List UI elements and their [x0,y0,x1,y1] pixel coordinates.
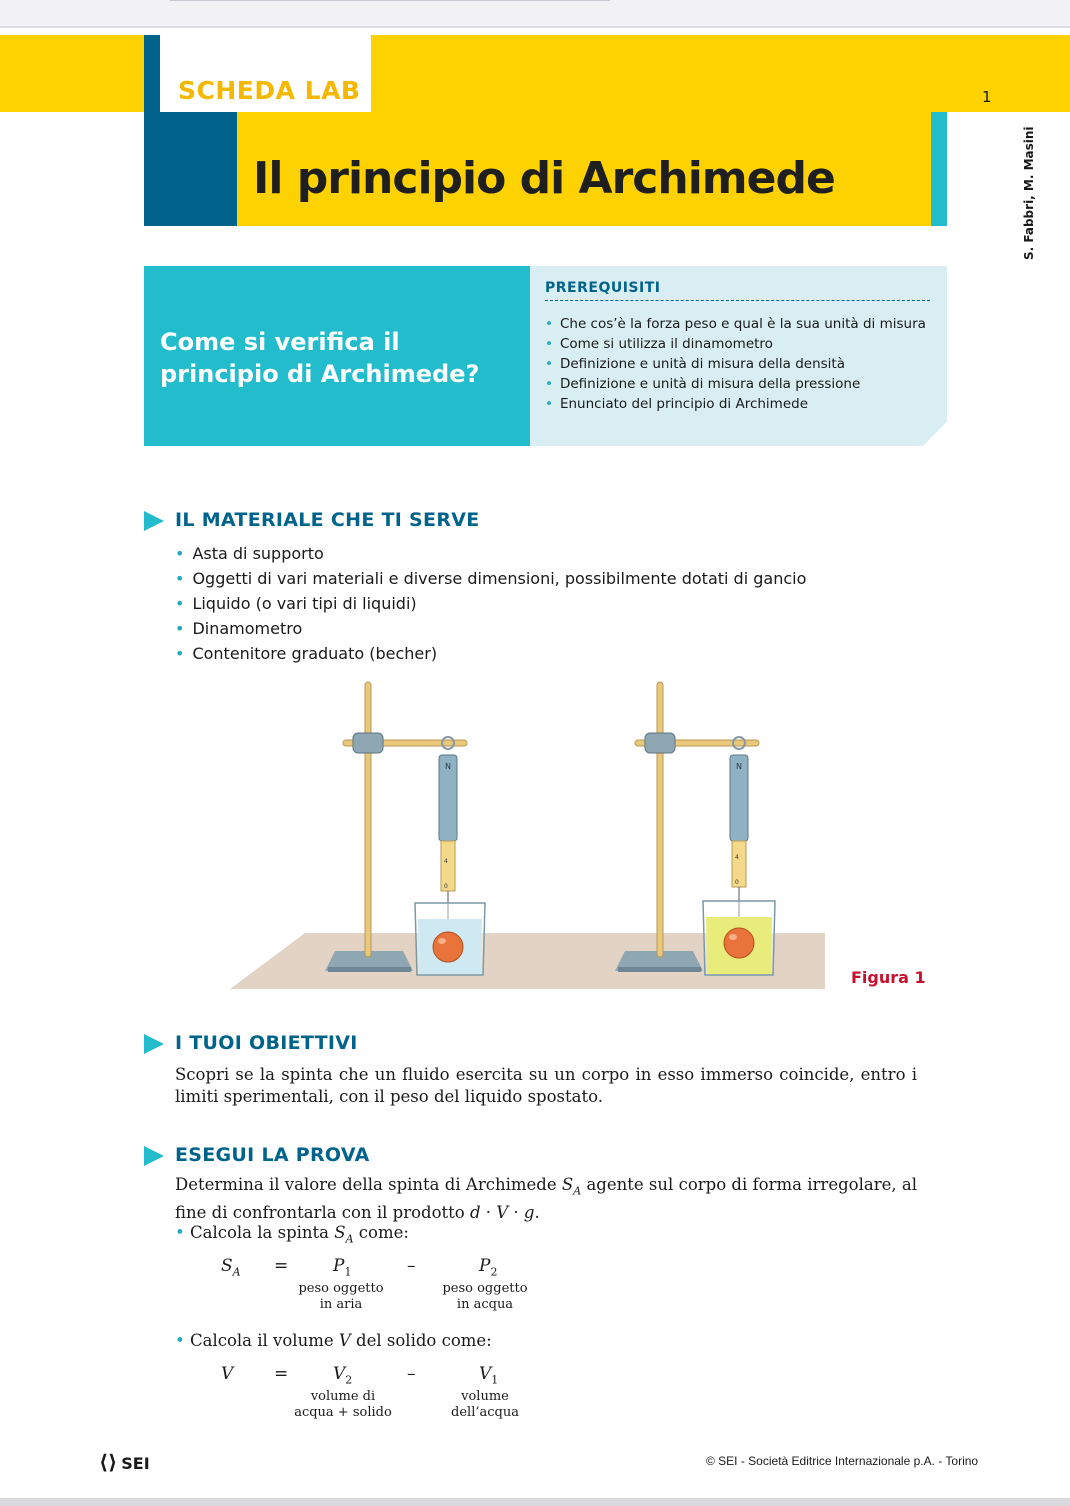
formula1-equals: = [274,1256,289,1276]
section-arrow-icon [144,511,164,531]
material-item: • Oggetti di vari materiali e diverse dimensioni, possibilmente dotati di gancio [175,566,806,591]
formula1-minus: – [407,1256,416,1276]
dynamometer-unit-label: N [445,762,451,771]
support-rod [657,682,663,957]
formula2-term2-note: volume dell’acqua [451,1389,519,1420]
formula1-term1: $P_1$ [333,1256,352,1279]
formula2-term1: $V_2$ [333,1364,353,1387]
formula2-lhs: V [221,1364,234,1384]
clamp-icon [645,733,675,753]
formula2-term2: $V_1$ [479,1364,499,1387]
step-1: • Calcola la spinta $S_A$ come: [175,1223,409,1246]
formula1-term2-note: peso oggetto in acqua [442,1281,528,1312]
materials-list [175,541,806,666]
sei-logo: ⟨⟩ SEI [99,1450,150,1474]
figure-1-illustration [225,675,825,995]
clamp-icon [353,733,383,753]
formula2-equals: = [274,1364,289,1384]
ball-icon [433,932,463,962]
header-accent-block [144,112,237,226]
objectives-heading: I TUOI OBIETTIVI [175,1032,358,1054]
formula1-lhs: $S_A$ [221,1256,241,1279]
scale-mark-label: 4 [735,854,739,861]
step-2: • Calcola il volume V del solido come: [175,1331,492,1350]
page-title: Il principio di Archimede [253,153,835,204]
objectives-text: Scopri se la spinta che un fluido esercita su un corpo in esso immerso coincide, entro i limiti sperimentali, con il peso del liquido spostato. [175,1065,917,1106]
prerequisites-title: PREREQUISITI [545,280,661,296]
bottom-strip [0,1498,1070,1506]
material-item: • Contenitore graduato (becher) [175,641,806,666]
figure-label: Figura 1 [851,968,926,987]
scheda-lab-label: SCHEDA LAB [178,76,361,105]
authors-vertical: S. Fabbri, M. Masini [1022,126,1036,260]
formula1-term1-note: peso oggetto in aria [298,1281,384,1312]
setup-liquid [615,682,775,975]
copyright-text: © SEI - Società Editrice Internazionale p.A. - Torino [706,1454,979,1468]
question-text: Come si verifica il principio di Archimede? [160,328,480,388]
formula2-minus: – [407,1364,416,1384]
material-item: • Asta di supporto [175,541,806,566]
prerequisite-item: • Come si utilizza il dinamometro [545,334,926,354]
top-browser-strip [0,0,1070,28]
scale-zero-label: 0 [444,883,448,890]
prerequisite-item: • Enunciato del principio di Archimede [545,394,926,414]
section-arrow-icon [144,1034,164,1054]
scale-zero-label: 0 [735,879,739,886]
page-number: 1 [982,88,992,106]
material-item: • Dinamometro [175,616,806,641]
prerequisite-item: • Che cos’è la forza peso e qual è la sua unità di misura [545,314,926,334]
prerequisite-item: • Definizione e unità di misura della pressione [545,374,926,394]
sei-logo-icon: ⟨⟩ [99,1450,118,1474]
materials-heading: IL MATERIALE CHE TI SERVE [175,509,480,531]
title-edge-strip [931,112,947,226]
ball-icon [724,928,754,958]
prerequisites-list [545,314,926,414]
scale-mark-label: 4 [444,858,448,865]
prerequisite-item: • Definizione e unità di misura della densità [545,354,926,374]
section-arrow-icon [144,1146,164,1166]
dynamometer-unit-label: N [736,762,742,771]
prerequisites-divider [545,300,930,301]
setup-water [325,682,485,975]
material-item: • Liquido (o vari tipi di liquidi) [175,591,806,616]
procedure-intro: Determina il valore della spinta di Archimede $S_A$ agente sul corpo di forma irregolare, al fine di confrontarla con il prodotto d · V · g. [175,1175,917,1223]
procedure-heading: ESEGUI LA PROVA [175,1144,370,1166]
support-rod [365,682,371,957]
formula2-term1-note: volume di acqua + solido [294,1389,392,1420]
formula1-term2: $P_2$ [479,1256,498,1279]
